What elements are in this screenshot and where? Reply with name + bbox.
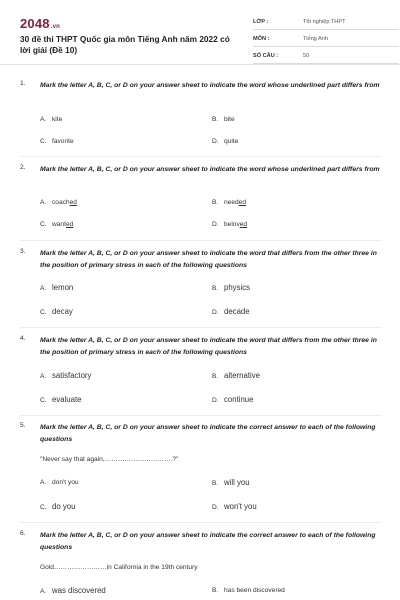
option-text: quite xyxy=(224,138,239,145)
option-b[interactable] xyxy=(212,116,235,123)
option-letter: A. xyxy=(40,199,47,206)
option-d[interactable] xyxy=(212,395,253,404)
option-b[interactable] xyxy=(212,587,285,594)
option-a[interactable] xyxy=(40,479,79,486)
meta-value: Tốt nghiệp THPT xyxy=(303,19,346,25)
option-c[interactable] xyxy=(40,395,81,404)
meta-row-count xyxy=(253,50,399,64)
underlined-part: ed xyxy=(239,221,248,228)
question-divider xyxy=(20,240,382,241)
option-text: was discovered xyxy=(52,586,106,595)
option-text: need xyxy=(224,199,239,206)
option-letter: D. xyxy=(212,221,219,228)
question-divider xyxy=(20,156,382,157)
option-text: do you xyxy=(52,502,76,511)
question-instruction: Mark the letter A, B, C, or D on your answer sheet to indicate the correct answer to each of the following questions xyxy=(40,532,376,551)
meta-row-subject xyxy=(253,33,399,47)
option-text: coach xyxy=(52,199,70,206)
meta-value: Tiếng Anh xyxy=(303,36,328,42)
option-letter: A. xyxy=(40,285,47,292)
option-letter: A. xyxy=(40,116,47,123)
option-c[interactable] xyxy=(40,307,73,316)
exam-meta xyxy=(253,16,399,67)
meta-key: LỚP : xyxy=(253,19,269,25)
meta-key: SỐ CÂU : xyxy=(253,53,279,59)
option-text: continue xyxy=(224,395,254,404)
meta-value: 50 xyxy=(303,53,310,59)
option-text: decade xyxy=(224,307,250,316)
question-number: 3. xyxy=(20,248,26,255)
option-letter: C. xyxy=(40,221,47,228)
option-c[interactable] xyxy=(40,138,74,145)
question-number: 6. xyxy=(20,530,26,537)
option-letter: A. xyxy=(40,479,47,486)
header-divider xyxy=(0,64,400,65)
logo-suffix: .vn xyxy=(50,24,61,30)
option-b[interactable] xyxy=(212,283,250,292)
option-letter: C. xyxy=(40,138,47,145)
question-number: 4. xyxy=(20,335,26,342)
question-stem: "Never say that again,………………………….?" xyxy=(40,456,179,463)
option-letter: A. xyxy=(40,373,47,380)
option-text: decay xyxy=(52,307,73,316)
meta-key: MÔN : xyxy=(253,36,270,42)
option-text: favorite xyxy=(52,138,74,145)
option-d[interactable] xyxy=(212,221,247,228)
underlined-part: ed xyxy=(69,199,77,206)
option-letter: B. xyxy=(212,587,219,594)
option-letter: B. xyxy=(212,480,219,487)
option-text: want xyxy=(52,221,66,228)
option-text: physics xyxy=(224,283,250,292)
option-text: won't you xyxy=(224,502,257,511)
question-number: 5. xyxy=(20,422,26,429)
option-c[interactable] xyxy=(40,221,73,228)
option-text: satisfactory xyxy=(52,371,92,380)
option-b[interactable] xyxy=(212,371,260,380)
option-letter: D. xyxy=(212,138,219,145)
question-divider xyxy=(20,327,382,328)
option-b[interactable] xyxy=(212,478,250,487)
option-text: alternative xyxy=(224,371,260,380)
option-text: don't you xyxy=(52,479,79,486)
underlined-part: ed xyxy=(65,221,74,228)
question-instruction: Mark the letter A, B, C, or D on your answer sheet to indicate the word whose underlined part differs from xyxy=(40,166,380,173)
option-a[interactable] xyxy=(40,586,106,595)
option-text: will you xyxy=(224,478,250,487)
option-letter: B. xyxy=(212,116,219,123)
question-divider xyxy=(20,415,382,416)
option-b[interactable] xyxy=(212,199,246,206)
option-a[interactable] xyxy=(40,116,62,123)
site-logo[interactable] xyxy=(20,16,60,31)
option-d[interactable] xyxy=(212,138,238,145)
option-text: evaluate xyxy=(52,395,82,404)
meta-row-class xyxy=(253,16,399,30)
option-d[interactable] xyxy=(212,307,250,316)
option-a[interactable] xyxy=(40,371,91,380)
option-letter: B. xyxy=(212,373,219,380)
option-d[interactable] xyxy=(212,502,257,511)
option-text: bite xyxy=(224,116,235,123)
option-letter: C. xyxy=(40,397,47,404)
question-number: 2. xyxy=(20,164,26,171)
underlined-part: ed xyxy=(238,199,247,206)
document-title: 30 đề thi THPT Quốc gia môn Tiếng Anh năm 2022 có lời giải (Đề 10) xyxy=(20,34,230,55)
option-letter: B. xyxy=(212,199,219,206)
logo-text: 2048 xyxy=(20,16,50,31)
page-header xyxy=(20,14,380,66)
question-stem: Gold……………………in California in the 19th century xyxy=(40,564,198,571)
question-instruction: Mark the letter A, B, C, or D on your answer sheet to indicate the word that differs from the other three in the position of primary stress in each of the following questions xyxy=(40,337,377,356)
question-divider xyxy=(20,522,382,523)
option-letter: D. xyxy=(212,504,219,511)
option-letter: D. xyxy=(212,309,219,316)
option-text: belov xyxy=(224,221,240,228)
option-letter: C. xyxy=(40,309,47,316)
option-letter: C. xyxy=(40,504,47,511)
question-number: 1. xyxy=(20,80,26,87)
option-a[interactable] xyxy=(40,283,73,292)
option-c[interactable] xyxy=(40,502,75,511)
option-letter: D. xyxy=(212,397,219,404)
question-instruction: Mark the letter A, B, C, or D on your answer sheet to indicate the word whose underlined part differs from xyxy=(40,82,380,89)
option-letter: A. xyxy=(40,588,47,595)
question-instruction: Mark the letter A, B, C, or D on your answer sheet to indicate the correct answer to each of the following questions xyxy=(40,424,376,443)
option-text: has been discovered xyxy=(224,587,285,594)
option-text: kite xyxy=(52,116,63,123)
question-instruction: Mark the letter A, B, C, or D on your answer sheet to indicate the word that differs from the other three in the position of primary stress in each of the following questions xyxy=(40,250,377,269)
option-text: lemon xyxy=(52,283,74,292)
option-a[interactable] xyxy=(40,199,77,206)
option-letter: B. xyxy=(212,285,219,292)
